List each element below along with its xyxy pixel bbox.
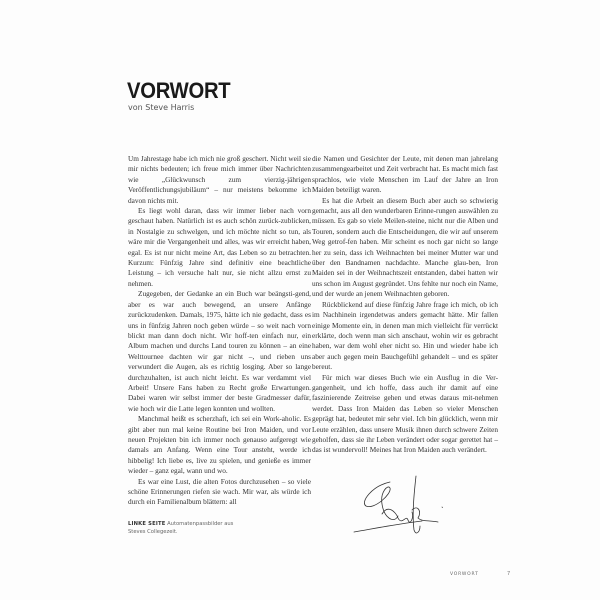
- paragraph: Manchmal heißt es scherzhaft, ich sei ein Work-aholic. Es gibt aber nun mal keine Routine bei Iron Maiden, und vor neuen Projekten bin ich immer noch genauso aufgeregt wie damals am Anfang. Wenn eine Tour ansteht, werde ich hibbelig! Ich liebe es, live zu spielen, und genieße es immer wieder – ganz egal, wann und wo.: [128, 414, 311, 476]
- paragraph: Um Jahrestage habe ich mich nie groß geschert. Nicht weil sie mir nichts bedeuten; ich freue mich immer über Nachrichten wie „Glückwunsch zum vierzig-jährigen Veröffentlichungsjubiläum“ – nur meistens bekomme ich davon nichts mit.: [128, 154, 311, 205]
- left-text-column: [128, 154, 311, 508]
- right-text-column: [312, 154, 498, 456]
- paragraph: Es liegt wohl daran, dass wir immer lieber nach vorn geschaut haben. Natürlich ist es auch schön zurück-zublicken, in Nostalgie zu schwelgen, und ich möchte nicht so tun, als wäre mir die Vergangenheit und alles, was wir erreicht haben, egal. Es ist nur nicht meine Art, das Leben so zu betrachten. Kurzum: Fünfzig Jahre sind definitiv eine beachtliche Leistung – ich versuche halt nur, sie nicht allzu ernst zu nehmen.: [128, 206, 311, 288]
- paragraph: Zugegeben, der Gedanke an ein Buch war beängsti-gend, aber es war auch bewegend, an unsere Anfänge zurückzudenken. Damals, 1975, hätte ich nie gedacht, dass es uns in fünfzig Jahren noch geben würde – so weit nach vorn blickt man dann doch nicht. Wir hoff-ten einfach nur, ein Album machen und durchs Land touren zu können – an eine Welttournee dachten wir gar nicht –, und rieben uns verwundert die Augen, als es richtig losging. Aber so lange durchzuhalten, ist auch nicht leicht. Es war verdammt viel Arbeit! Unsere Fans haben zu Recht große Erwartungen. Dabei waren wir selbst immer der beste Gradmesser dafür, wie hoch wir die Latte legen konnten und wollten.: [128, 289, 311, 413]
- running-footer: VORWORT: [450, 572, 479, 577]
- page-number: 7: [507, 571, 511, 577]
- author-byline: von Steve Harris: [128, 103, 195, 112]
- page-title: VORWORT: [127, 78, 231, 103]
- paragraph: Es war eine Lust, die alten Fotos durchzusehen – so viele schöne Erinnerungen riefen sie wach. Mir war, als würde ich durch ein Familienalbum blättern: all: [128, 476, 311, 507]
- image-caption: [128, 521, 248, 536]
- paragraph: Es hat die Arbeit an diesem Buch aber auch so schwierig gemacht, aus all den wunderbaren Erinne-rungen auswählen zu müssen. Es gab so viele Meilen-steine, nicht nur die Alben und Touren, sondern auch die Entscheidungen, die wir auf unserem Weg getrof-fen haben. Mir scheint es noch gar nicht so lange her zu sein, dass ich Weihnachten bei meiner Mutter war und über den Bandnamen nachdachte. Manche glau-ben, Iron Maiden sei in der Weihnachtszeit entstanden, dabei hatten wir uns schon im August gegründet. Uns fehlte nur noch ein Name, und der wurde an jenem Weihnachten geboren.: [312, 195, 498, 299]
- caption-text: Automatenpassbilder aus Steves Collegezeit.: [128, 521, 234, 535]
- paragraph: Rückblickend auf diese fünfzig Jahre frage ich mich, ob ich im Nachhinein irgendetwas anders gemacht hätte. Mir fallen einige Momente ein, in denen man mich vielleicht für verrückt erklärte, doch wenn man sich anschaut, wohin wir es gebracht haben, war dem wohl eher nicht so. Hin und wieder habe ich aber auch gegen mein Bauchgefühl gehandelt – und es später bereut.: [312, 299, 498, 372]
- paragraph: die Namen und Gesichter der Leute, mit denen man jahrelang zusammengearbeitet und Zeit verbracht hat. Es macht mich fast sprachlos, wie viele Menschen im Lauf der Jahre an Iron Maiden beteiligt waren.: [312, 154, 498, 195]
- signature-image: [352, 474, 452, 544]
- caption-label: LINKE SEITE: [128, 521, 166, 527]
- paragraph: Für mich war dieses Buch wie ein Ausflug in die Ver-gangenheit, und ich hoffe, dass auch ihr damit auf eine faszinierende Zeitreise gehen und etwas daraus mit-nehmen werdet. Dass Iron Maiden das Leben so vieler Menschen geprägt hat, bedeutet mir sehr viel. Ich bin glücklich, wenn mir Leute erzählen, dass unsere Musik ihnen durch schwere Zeiten geholfen, dass sie ihr Leben verändert oder sogar gerettet hat – das ist wundervoll! Meines hat Iron Maiden auch verändert.: [312, 372, 498, 455]
